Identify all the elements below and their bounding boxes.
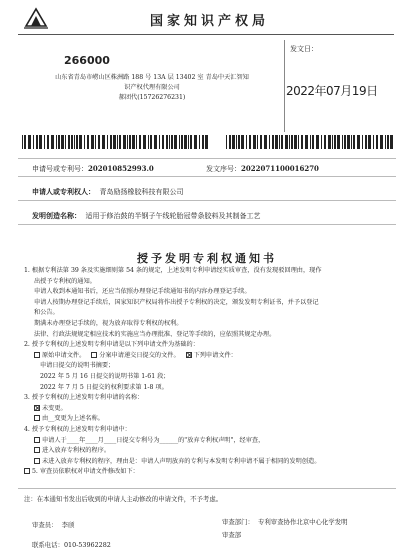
barcode-stripe: [39, 135, 42, 149]
office-title: 国家知识产权局: [150, 14, 270, 29]
barcode-stripe: [357, 135, 360, 149]
barcode-stripe: [47, 135, 49, 149]
barcode-stripe: [275, 135, 278, 149]
invention-value: 适用于修治鼓的半钢子午线轮胎冠带条胶料及其制备工艺: [85, 212, 261, 220]
option-label: 未进入放弃专利权的程序，理由是：申请人声明放弃的专利与本发明专利申请不属于相同的发明创造。: [42, 457, 321, 465]
barcode-stripe: [362, 135, 363, 149]
waiver-option-not-entered: [24, 457, 396, 468]
option-label: 原始申请文件。: [42, 351, 86, 359]
checkbox-title-unchanged[interactable]: [34, 405, 40, 411]
barcode-stripe: [353, 135, 355, 149]
notice-title: 授予发明专利权通知书: [137, 252, 277, 265]
barcode-stripe: [351, 135, 352, 149]
barcode-stripe: [171, 135, 173, 149]
barcode-stripe: [136, 135, 137, 149]
barcode-stripe: [246, 135, 247, 149]
footnote: 注：在本通知书发出后收到的申请人主动修改的申请文件，不予考虑。: [24, 495, 223, 503]
barcode-stripe: [328, 135, 331, 149]
notice-line: 申请日提交的说明书摘要；: [40, 362, 115, 370]
barcode-stripe: [390, 135, 393, 149]
emblem-icon: [22, 6, 50, 30]
barcode-stripe: [368, 135, 371, 149]
barcode-right: [226, 135, 394, 149]
examiner: [32, 520, 74, 529]
barcode-stripe: [298, 135, 299, 149]
barcode-stripe: [98, 135, 100, 149]
checkbox-waiver-process[interactable]: [34, 447, 40, 453]
notice-line: 法律、行政法规规定相应技术的实施应当办理批准、登记等手续的，应依照其规定办理。: [34, 330, 276, 338]
divider: [18, 200, 396, 201]
recipient-address: [22, 73, 282, 103]
barcode-stripe: [58, 135, 60, 149]
waiver-option: [24, 436, 396, 447]
barcode-stripe: [285, 135, 288, 149]
barcode-stripe: [184, 135, 187, 149]
barcode-stripe: [387, 135, 389, 149]
barcode-stripe: [154, 135, 157, 149]
option-label: 未变更。: [42, 404, 67, 412]
title-option-changed: [24, 414, 396, 425]
checkbox-title-changed[interactable]: [34, 415, 40, 421]
barcode-stripe: [95, 135, 96, 149]
barcode-stripe: [84, 135, 85, 149]
barcode-stripe: [76, 135, 78, 149]
divider: [18, 158, 396, 159]
barcode-stripe: [181, 135, 183, 149]
notice-line: 期满未办理登记手续的，视为放弃取得专利权的权利。: [34, 319, 183, 327]
barcode-stripe: [301, 135, 303, 149]
notice-line: 2. 授予专利权的上述发明专利申请是以下列申请文件为基础的：: [24, 341, 199, 349]
barcode-stripe: [117, 135, 118, 149]
barcode-stripe: [202, 135, 204, 149]
barcode-stripe: [279, 135, 280, 149]
option-label: 分案申请递交日提交的文件。: [99, 351, 180, 359]
barcode-stripe: [291, 135, 293, 149]
barcode-stripe: [148, 135, 149, 149]
barcode-stripe: [79, 135, 82, 149]
barcode-stripe: [51, 135, 54, 149]
barcode-stripe: [376, 135, 378, 149]
divider: [18, 176, 396, 177]
barcode-stripe: [132, 135, 135, 149]
barcode-stripe: [107, 135, 108, 149]
barcode-stripe: [71, 135, 74, 149]
barcode-stripe: [123, 135, 126, 149]
postal-code: 266000: [64, 54, 110, 67]
applicant-value: 青岛励扬橡胶科技有限公司: [99, 188, 184, 196]
option-label: 下列申请文件：: [193, 351, 237, 359]
divider: [18, 488, 396, 489]
barcode-stripe: [269, 135, 270, 149]
dispatch-date: 2022年07月19日: [286, 84, 378, 98]
barcode-stripe: [241, 135, 244, 149]
examiner-label: 审查员：: [32, 521, 58, 529]
barcode-stripe: [129, 135, 131, 149]
notice-line: 1. 根据专利法第 39 条及实施细则第 54 条的规定，上述发明专利申请经实质审查，没有发现驳回理由，现作: [24, 267, 322, 274]
barcode-stripe: [294, 135, 297, 149]
barcode-stripe: [188, 135, 189, 149]
barcode-stripe: [365, 135, 367, 149]
barcode-stripe: [36, 135, 38, 149]
notice-line: 2022 年 7 月 5 日提交的权利要求第 1-8 项。: [40, 383, 168, 391]
barcode-stripe: [249, 135, 251, 149]
barcode-stripe: [169, 135, 170, 149]
barcode-stripe: [174, 135, 177, 149]
barcode-stripe: [324, 135, 326, 149]
phone-value: 010-53962282: [63, 541, 111, 549]
barcode-stripe: [316, 135, 319, 149]
barcode-stripe: [310, 135, 311, 149]
notice-body: [24, 266, 396, 478]
department: [222, 517, 348, 526]
barcode-stripe: [22, 135, 23, 149]
barcode-stripe: [44, 135, 45, 149]
barcode-stripe: [253, 135, 256, 149]
notice-line: 申请人收到本通知书后，还应当依照办理登记手续通知书的内容办理登记手续。: [34, 288, 251, 296]
serial-number: [206, 164, 319, 174]
application-docs-options: [24, 351, 396, 362]
barcode-stripe: [272, 135, 274, 149]
barcode-stripe: [205, 135, 208, 149]
barcode-stripe: [373, 135, 374, 149]
barcode-stripe: [33, 135, 34, 149]
applicant: [32, 187, 183, 197]
barcode-stripe: [332, 135, 333, 149]
examiner-amendments: [24, 467, 396, 478]
barcode-stripe: [87, 135, 89, 149]
department-value: 专利审查协作北京中心化学发明: [258, 518, 348, 526]
barcode-stripe: [305, 135, 308, 149]
checkbox-original-docs[interactable]: [34, 352, 40, 358]
barcode-stripe: [113, 135, 116, 149]
barcode-stripe: [56, 135, 57, 149]
barcode-stripe: [289, 135, 290, 149]
barcode-stripe: [139, 135, 141, 149]
barcode-left: [22, 135, 210, 149]
barcode-stripe: [61, 135, 64, 149]
barcode-stripe: [102, 135, 105, 149]
barcode-stripe: [166, 135, 169, 149]
application-number-value: 202010852993.0: [88, 164, 154, 173]
barcode-stripe: [28, 135, 31, 149]
barcode-stripe: [236, 135, 237, 149]
barcode-stripe: [334, 135, 336, 149]
phone: [32, 540, 111, 549]
barcode-stripe: [110, 135, 112, 149]
barcode-stripe: [238, 135, 240, 149]
dispatch-date-label: 发文日：: [290, 45, 318, 53]
barcode-stripe: [190, 135, 192, 149]
checkbox-divisional-docs[interactable]: [91, 352, 97, 358]
notice-line: 3. 授予专利权的上述发明专利申请的名称：: [24, 394, 144, 402]
barcode-stripe: [162, 135, 164, 149]
option-label: 由__变更为上述名称。: [42, 415, 104, 423]
notice-line: 和公告。: [34, 309, 59, 317]
barcode-stripe: [257, 135, 258, 149]
barcode-stripe: [24, 135, 26, 149]
notice-line: 出授予专利权的通知。: [34, 277, 96, 285]
address-line: 郝团代(15726276231): [118, 94, 186, 101]
barcode-stripe: [264, 135, 267, 149]
barcode-stripe: [342, 135, 343, 149]
barcode-stripe: [194, 135, 197, 149]
phone-label: 联系电话：: [32, 541, 64, 549]
barcode-stripe: [159, 135, 160, 149]
barcode-stripe: [312, 135, 314, 149]
address-line: 识产权代理有限公司: [124, 84, 180, 91]
top-divider: [18, 34, 394, 35]
examiner-value: 李颀: [61, 521, 75, 529]
option-label: 申请人于____年____月____日提交专利号为______的"放弃专利权声明"，经审查，: [42, 436, 265, 444]
title-option-unchanged: [24, 404, 396, 415]
barcode-stripe: [91, 135, 94, 149]
serial-number-value: 2022071100016270: [241, 164, 319, 173]
barcode-stripe: [229, 135, 231, 149]
application-number: [32, 164, 154, 174]
barcode-stripe: [344, 135, 346, 149]
divider: [18, 224, 396, 225]
applicant-label: 申请人或专利权人：: [32, 187, 95, 196]
waiver-option-continued: [24, 446, 396, 457]
invention-label: 发明创造名称：: [32, 211, 81, 220]
address-line: 山东省青岛市崂山区株洲路 188 号 13A 层 13402 室 青岛中天汇智知: [55, 74, 249, 81]
checkbox-waiver-not-entered[interactable]: [34, 458, 40, 464]
barcode-stripe: [321, 135, 322, 149]
option-label: 5. 审查员依职权对申请文件修改如下：: [32, 468, 139, 476]
barcode-stripe: [232, 135, 235, 149]
barcode-stripe: [74, 135, 75, 149]
barcode-stripe: [385, 135, 386, 149]
barcode-stripe: [380, 135, 383, 149]
barcode-stripe: [347, 135, 350, 149]
barcode-stripe: [337, 135, 340, 149]
department-label: 审查部门：: [222, 518, 254, 526]
application-number-label: 申请号或专利号：: [32, 165, 88, 173]
barcode-stripe: [179, 135, 180, 149]
barcode-stripe: [150, 135, 152, 149]
checkbox-waiver-declared[interactable]: [34, 437, 40, 443]
barcode-stripe: [260, 135, 262, 149]
checkbox-examiner-amendment[interactable]: [24, 468, 30, 474]
barcode-stripe: [65, 135, 66, 149]
barcode-stripe: [119, 135, 121, 149]
notice-line: 2022 年 5 月 16 日提交的说明书第 1-61 段；: [40, 372, 170, 380]
barcode-stripe: [127, 135, 128, 149]
barcode-stripe: [199, 135, 200, 149]
serial-number-label: 发文序号：: [206, 165, 241, 173]
barcode-stripe: [143, 135, 146, 149]
notice-line: 申请人按期办理登记手续后，国家知识产权局将作出授予专利权的决定，颁发发明专利证书，并予以登记: [34, 298, 319, 306]
barcode-stripe: [226, 135, 227, 149]
barcode-stripe: [281, 135, 283, 149]
barcode-stripe: [68, 135, 70, 149]
invention-title: [32, 211, 260, 221]
option-label: 进入放弃专利权的程序。: [42, 447, 111, 455]
notice-line: 4. 授予专利权的上述发明专利申请中：: [24, 425, 131, 433]
department-line-2: 审查部: [222, 531, 242, 539]
checkbox-following-docs[interactable]: [186, 352, 192, 358]
